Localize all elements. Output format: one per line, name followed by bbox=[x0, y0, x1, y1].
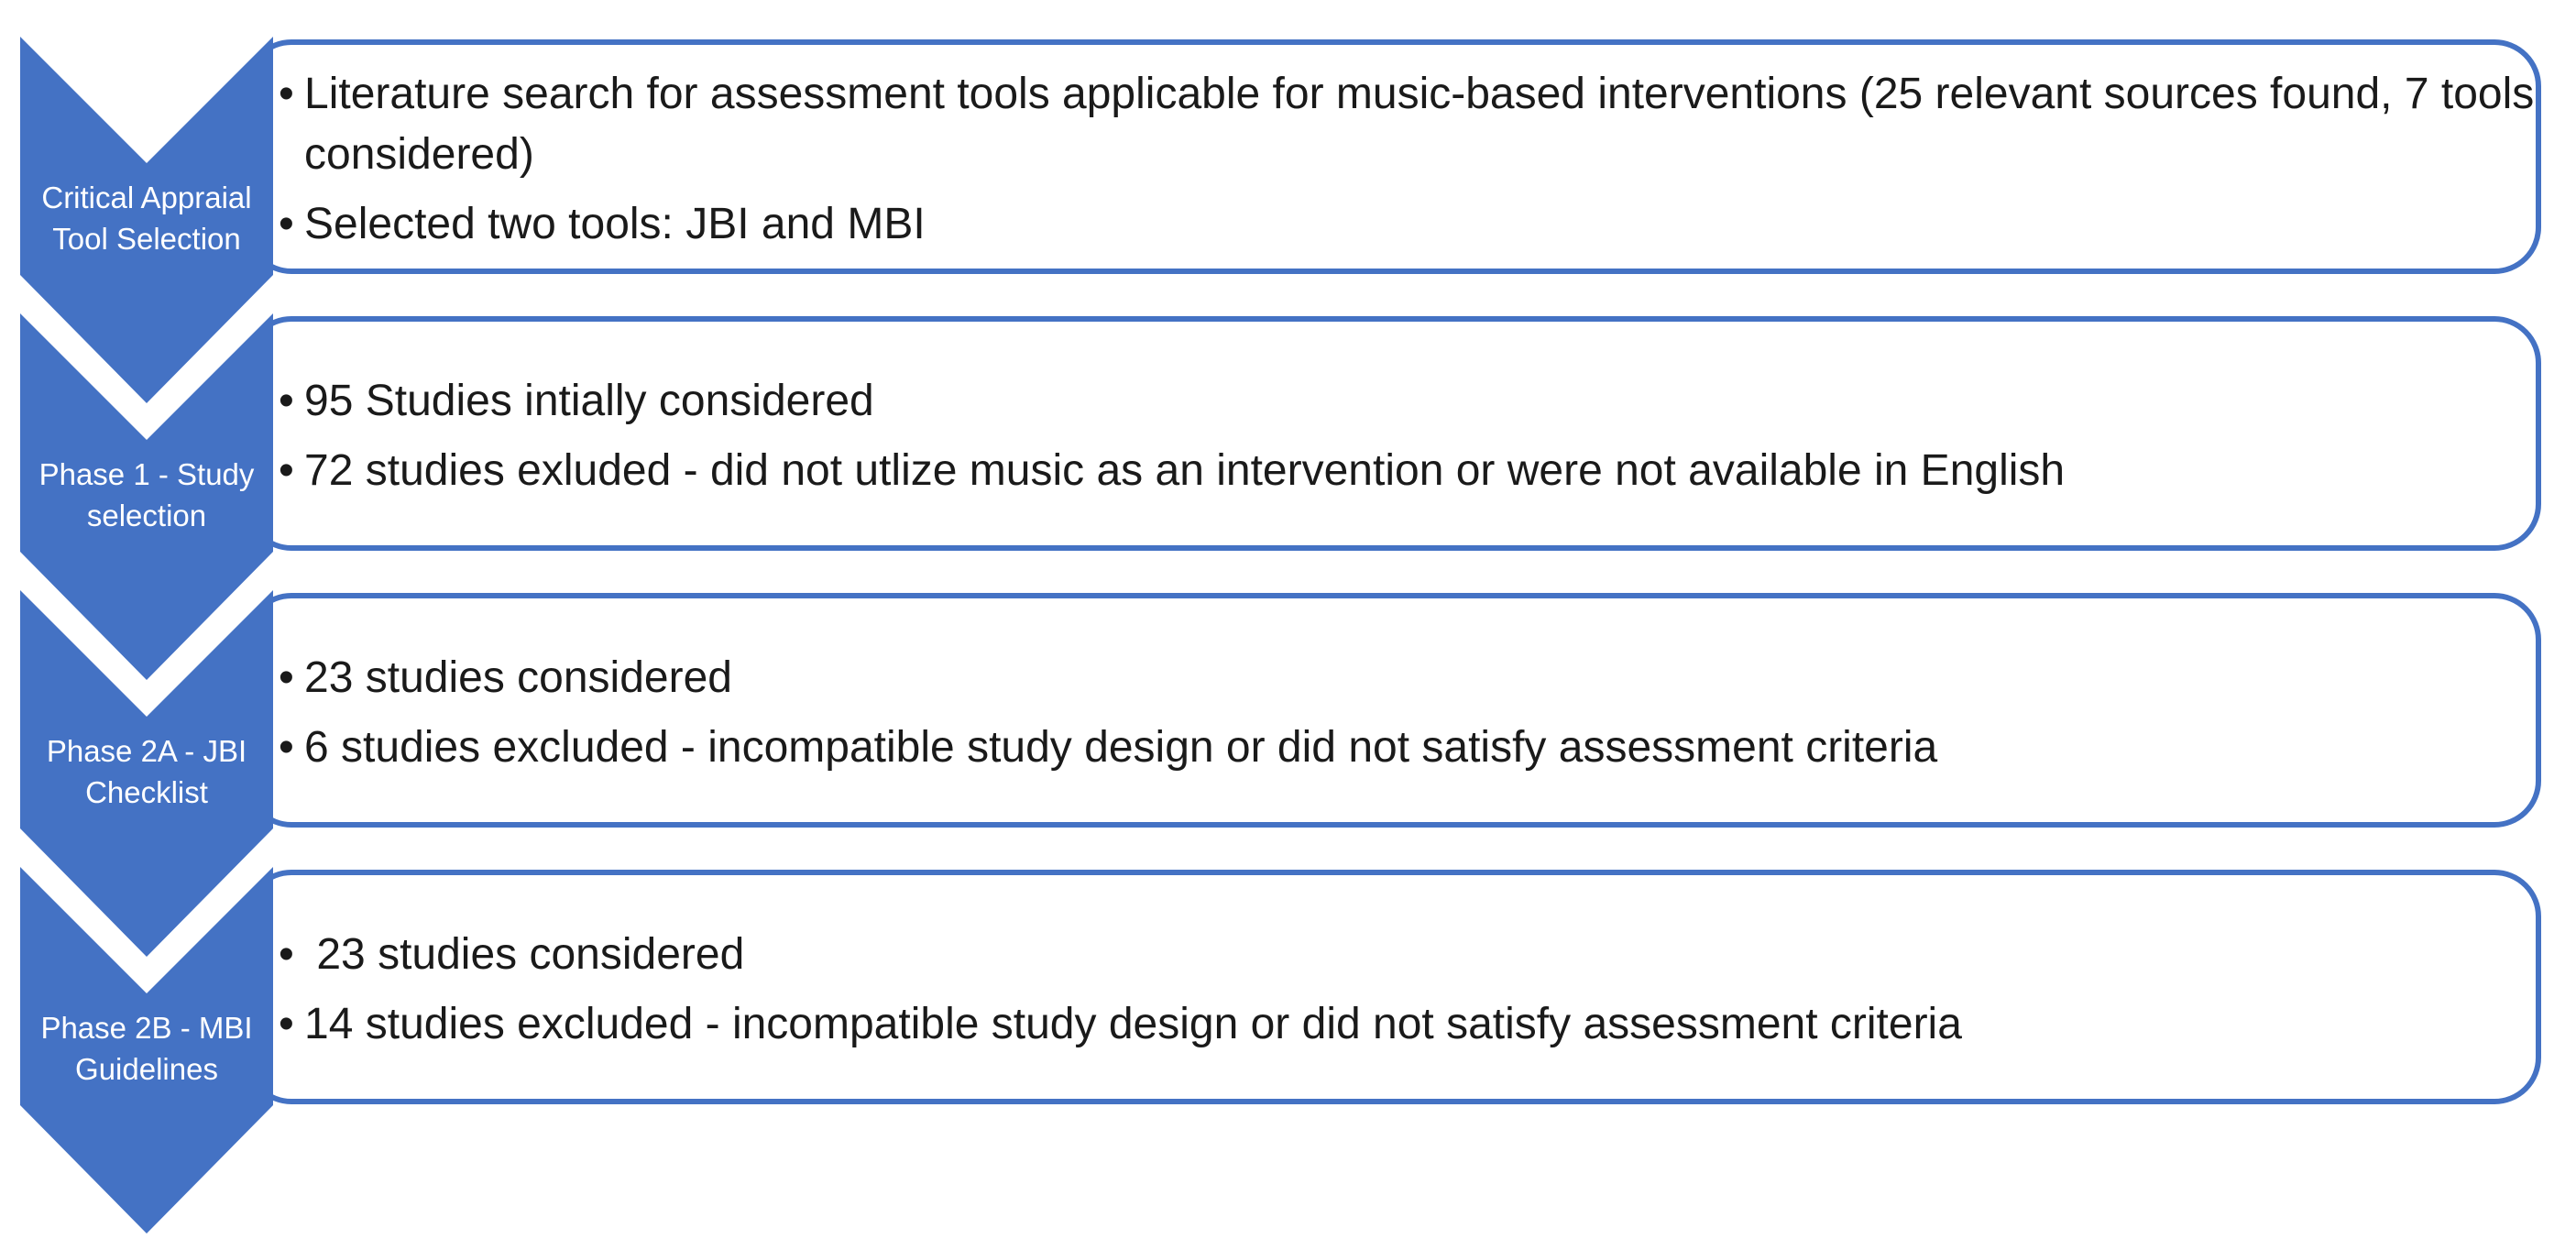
bullet-item bbox=[273, 194, 2540, 255]
bullet-icon: • bbox=[279, 446, 294, 495]
bullet-item bbox=[273, 994, 2540, 1055]
bullet-icon: • bbox=[279, 723, 294, 772]
bullet-icon: • bbox=[279, 377, 294, 425]
bullet-icon: • bbox=[279, 930, 294, 979]
stage-1-label: Critical Appraial Tool Selection bbox=[41, 180, 252, 256]
stage-3-panel bbox=[273, 648, 2540, 787]
bullet-item bbox=[273, 371, 2540, 432]
bullet-text: 72 studies exluded - did not utlize music as an intervention or were not available in English bbox=[304, 446, 2066, 495]
bullet-text: Literature search for assessment tools applicable for music-based interventions (25 relevant sources found, 7 tools considered) bbox=[304, 70, 2535, 179]
stage-2-label: Phase 1 - Study selection bbox=[38, 456, 255, 532]
stage-3-label: Phase 2A - JBI Checklist bbox=[46, 733, 247, 809]
stage-4-bullet-list bbox=[273, 925, 2540, 1055]
bullet-text: 6 studies excluded - incompatible study design or did not satisfy assessment criteria bbox=[304, 723, 1938, 772]
bullet-text: 95 Studies intially considered bbox=[304, 377, 874, 425]
stage-2-bullet-list bbox=[273, 371, 2540, 501]
bullet-item bbox=[273, 64, 2540, 185]
stage-1-panel bbox=[273, 64, 2540, 264]
bullet-item bbox=[273, 648, 2540, 708]
stage-3-bullet-list bbox=[273, 648, 2540, 778]
bullet-icon: • bbox=[279, 1000, 294, 1048]
stage-1-bullet-list bbox=[273, 64, 2540, 255]
bullet-item bbox=[273, 925, 2540, 985]
bullet-icon: • bbox=[279, 653, 294, 702]
stage-2-panel bbox=[273, 371, 2540, 510]
bullet-icon: • bbox=[279, 70, 294, 118]
bullet-text: 23 studies considered bbox=[304, 653, 732, 702]
bullet-item bbox=[273, 441, 2540, 501]
bullet-text: 23 studies considered bbox=[304, 930, 745, 979]
stage-4-panel bbox=[273, 925, 2540, 1064]
bullet-icon: • bbox=[279, 200, 294, 248]
stage-4-label: Phase 2B - MBI Guidelines bbox=[40, 1010, 253, 1086]
bullet-item bbox=[273, 718, 2540, 778]
bullet-text: 14 studies excluded - incompatible study design or did not satisfy assessment criteria bbox=[304, 1000, 1962, 1048]
bullet-text: Selected two tools: JBI and MBI bbox=[304, 200, 926, 248]
